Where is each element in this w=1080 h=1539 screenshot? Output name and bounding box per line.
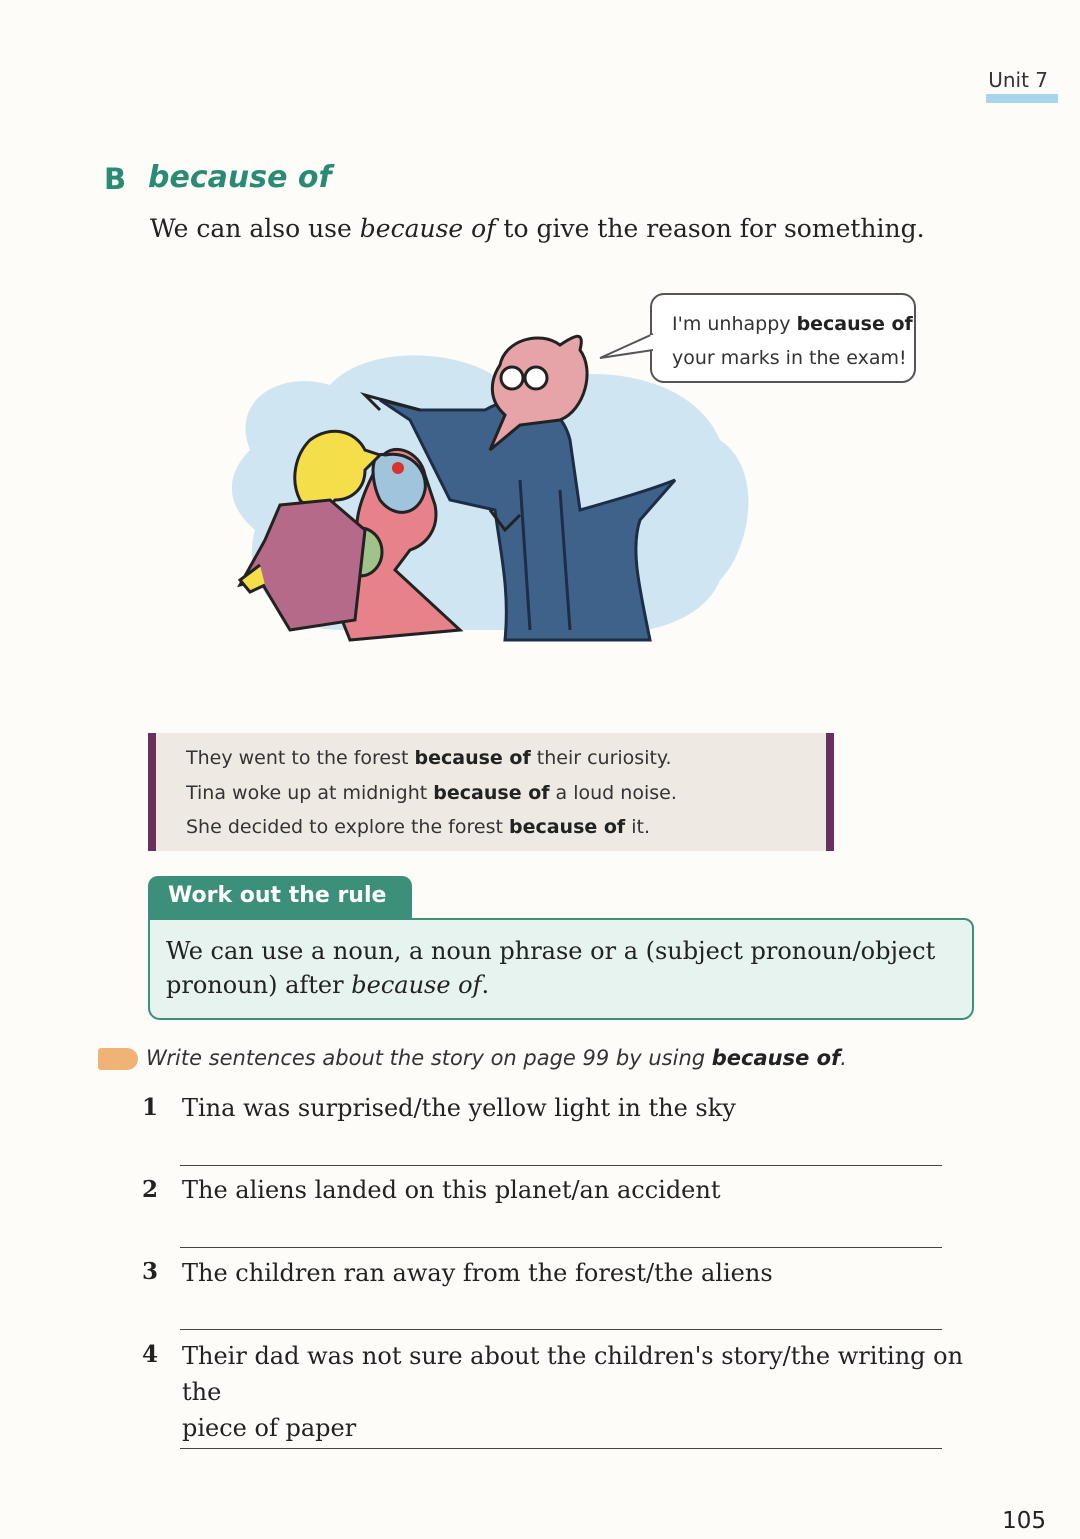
instruction-bold: because of <box>711 1046 841 1070</box>
section-title: because of <box>148 160 332 195</box>
example-text-end: it. <box>625 816 651 838</box>
intro-text-end: to give the reason for something. <box>495 214 925 243</box>
answer-line[interactable] <box>180 1329 942 1330</box>
example-bold: because of <box>508 816 626 838</box>
intro-italic: because of <box>359 214 496 243</box>
exercise-instruction <box>146 1046 847 1070</box>
answer-line[interactable] <box>180 1247 942 1248</box>
intro-text: We can also use <box>150 214 360 243</box>
example-line-3 <box>186 810 826 845</box>
rule-tab: Work out the rule <box>148 876 412 918</box>
question-number: 2 <box>142 1176 159 1203</box>
section-intro <box>150 214 925 243</box>
example-text-end: their curiosity. <box>530 747 672 769</box>
exercise-marker-icon <box>98 1048 138 1070</box>
rule-box <box>148 918 974 1020</box>
question-text: The aliens landed on this planet/an accident <box>182 1176 721 1204</box>
answer-line[interactable] <box>180 1448 942 1449</box>
question-text: The children ran away from the forest/the aliens <box>182 1259 773 1287</box>
bubble-line-2: your marks in the exam! <box>672 347 907 369</box>
section-letter: B <box>104 162 127 196</box>
speech-bubble <box>650 293 916 383</box>
example-text: They went to the forest <box>186 747 415 769</box>
example-line-2 <box>186 776 826 811</box>
rule-line-2 <box>166 968 972 1002</box>
unit-label: Unit 7 <box>988 68 1048 92</box>
example-bold: because of <box>433 781 550 804</box>
rule-text: pronoun) after <box>166 971 352 999</box>
question-text <box>182 1338 972 1446</box>
question-number: 1 <box>142 1094 159 1121</box>
answer-line[interactable] <box>180 1165 942 1166</box>
unit-accent-bar <box>986 94 1058 103</box>
page-number: 105 <box>1002 1508 1046 1534</box>
speech-bubble-tail <box>598 328 656 362</box>
question-number: 4 <box>142 1341 159 1368</box>
example-text-end: a loud noise. <box>549 781 677 804</box>
bubble-bold: because of <box>796 313 913 335</box>
example-text: She decided to explore the forest <box>186 816 509 838</box>
question-text-line-1: Their dad was not sure about the children's story/the writing on the <box>182 1342 964 1406</box>
question-text: Tina was surprised/the yellow light in the sky <box>182 1094 736 1122</box>
example-text: Tina woke up at midnight <box>186 781 434 804</box>
instruction-text-end: . <box>840 1046 847 1070</box>
rule-italic: because of <box>351 971 482 999</box>
rule-text-end: . <box>481 971 490 999</box>
question-number: 3 <box>142 1258 159 1285</box>
example-box <box>148 733 834 851</box>
example-bold: because of <box>414 747 531 769</box>
instruction-text: Write sentences about the story on page 99 by using <box>146 1046 712 1070</box>
example-line-1 <box>186 741 826 776</box>
bubble-line-1 <box>672 307 914 341</box>
bubble-text: I'm unhappy <box>672 313 797 335</box>
question-text-line-2: piece of paper <box>182 1414 357 1442</box>
rule-line-1: We can use a noun, a noun phrase or a (subject pronoun/object <box>166 937 936 965</box>
